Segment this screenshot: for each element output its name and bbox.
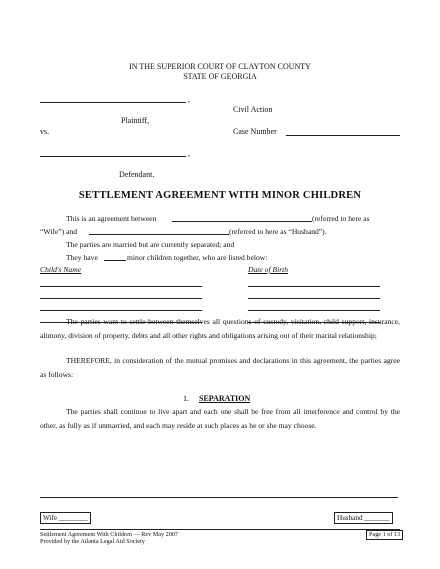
section-1-text: The parties shall continue to live apart and each one shall be free from all interference and control by the other, as fully as if unmarried, and each may reside at such places as he or she may choose. [40,407,400,430]
footer-line-1: Settlement Agreement With Children — Rev May 2007 [40,531,178,538]
state-line: STATE OF GEORGIA [183,72,257,81]
husband-initials-box[interactable]: Husband _______ [334,512,393,524]
civil-action-label: Civil Action [233,105,273,114]
child-name-line-3[interactable] [40,310,202,311]
plaintiff-name-line[interactable] [40,102,186,103]
page-number: Page 1 of 13 [366,530,403,540]
court-line: IN THE SUPERIOR COURT OF CLAYTON COUNTY [129,62,311,71]
caption-comma-2: , [188,149,190,158]
therefore-paragraph: THEREFORE, in consideration of the mutual promises and declarations in this agreement, the parties agree as follows: [40,356,400,379]
child-dob-line-2[interactable] [248,298,380,299]
footer-rule [40,497,398,498]
intro-line-1-end: (referred to here as [312,214,370,223]
section-1-number: 1. [183,394,189,403]
intro-line-2-end: (referred to here as “Husband”). [229,227,327,236]
document-title: SETTLEMENT AGREEMENT WITH MINOR CHILDREN [78,190,362,201]
plaintiff-label: Plaintiff, [121,116,150,125]
case-number-line[interactable] [286,135,400,136]
defendant-label: Defendant. [119,170,155,179]
child-dob-line-1[interactable] [248,286,380,287]
date-of-birth-header: Date of Birth [248,265,289,274]
children-line-end: minor children together, who are listed below: [127,253,268,262]
defendant-name-line[interactable] [40,156,186,157]
wife-initials-box[interactable]: Wife ________ [40,512,91,524]
intro-line-1-start: This is an agreement between [66,214,157,223]
footer-line-2: Provided by the Atlanta Legal Aid Society [40,538,145,545]
married-statement: The parties are married but are currently separated; and [66,240,235,249]
children-count-line[interactable] [104,260,126,261]
child-name-header: Child's Name [40,265,82,274]
settle-paragraph: The parties want to settle between themselves all questions of custody, visitation, child support, insurance, alimony, division of property, debts and all other rights and obligations arising out of their marital relationship; [40,317,400,340]
section-1-heading: SEPARATION [199,394,251,403]
intro-line-2-start: “Wife”) and [40,227,78,236]
vs-label: vs. [40,127,50,136]
footer-top-rule [40,529,400,530]
case-number-label: Case Number [233,127,277,136]
husband-name-line[interactable] [89,234,229,235]
child-name-line-2[interactable] [40,298,202,299]
caption-comma-1: , [188,95,190,104]
child-name-line-1[interactable] [40,286,202,287]
wife-name-line[interactable] [172,221,312,222]
child-dob-line-3[interactable] [248,310,380,311]
children-line-start: They have [66,253,98,262]
